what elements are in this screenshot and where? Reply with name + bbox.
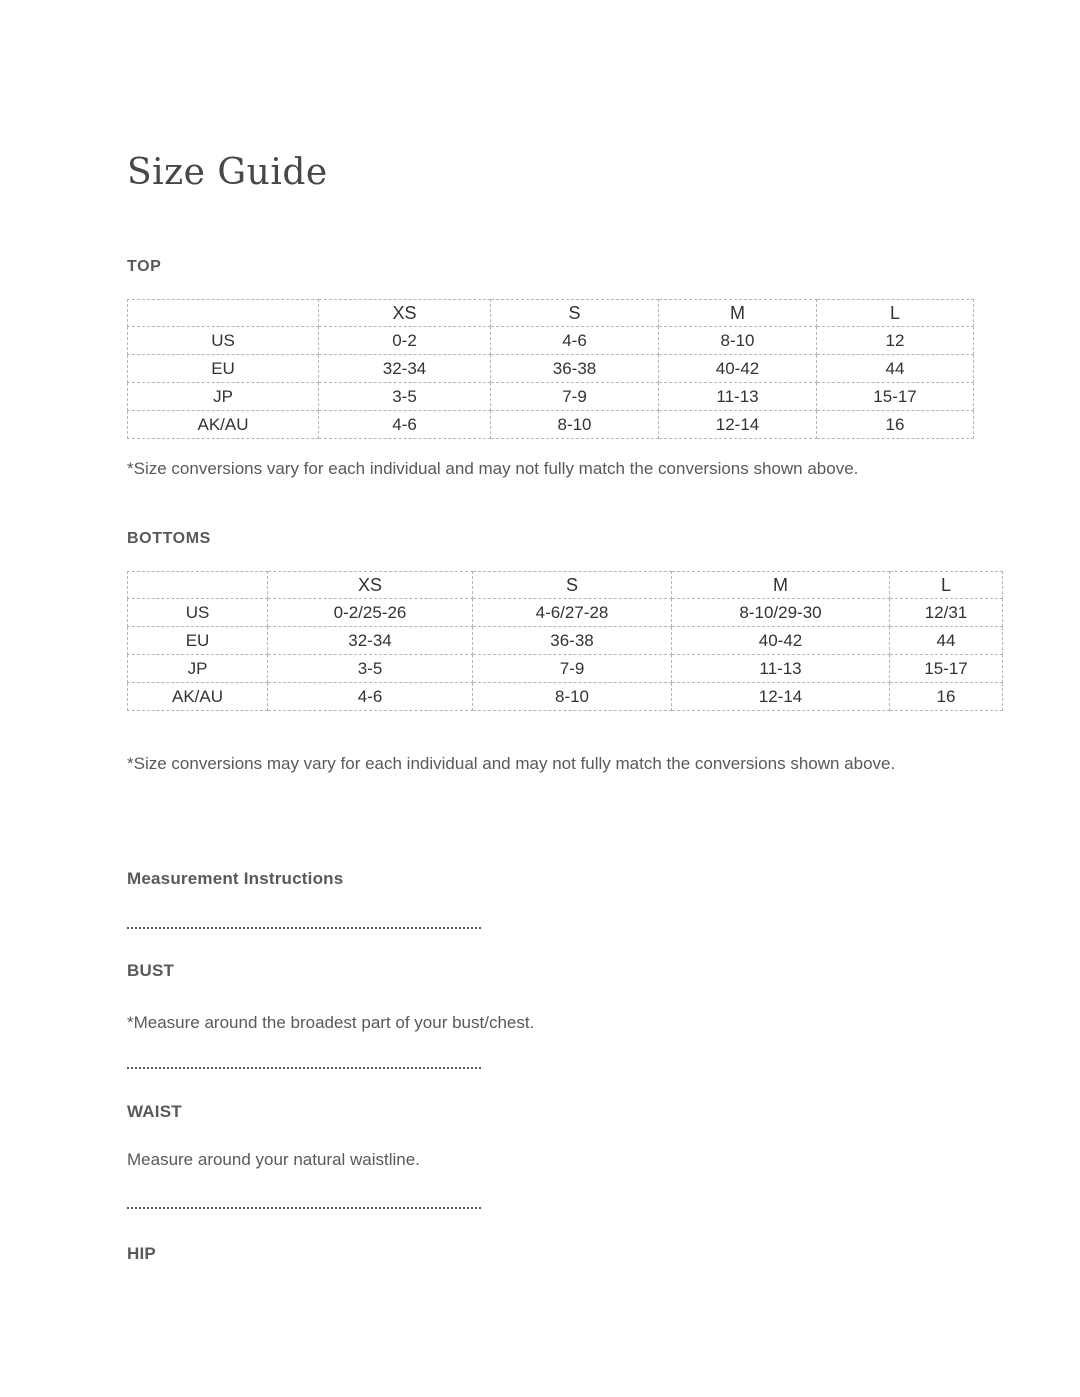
size-table-row	[128, 355, 974, 383]
size-value-cell: 4-6/27-28	[473, 599, 672, 627]
region-row-label: JP	[128, 655, 268, 683]
size-value-cell: 32-34	[268, 627, 473, 655]
size-value-cell: 40-42	[672, 627, 890, 655]
size-value-cell: 44	[817, 355, 974, 383]
bottoms-section-heading: BOTTOMS	[127, 530, 211, 547]
region-row-label: AK/AU	[128, 683, 268, 711]
size-value-cell: 7-9	[491, 383, 659, 411]
size-value-cell: 40-42	[659, 355, 817, 383]
size-table-row	[128, 627, 1003, 655]
size-value-cell: 8-10	[491, 411, 659, 439]
size-table-row	[128, 599, 1003, 627]
size-column-header: S	[473, 572, 672, 599]
size-value-cell: 12	[817, 327, 974, 355]
bust-heading: BUST	[127, 961, 175, 980]
size-value-cell: 44	[890, 627, 1003, 655]
size-value-cell: 0-2/25-26	[268, 599, 473, 627]
region-row-label: AK/AU	[128, 411, 319, 439]
bust-description: *Measure around the broadest part of your bust/chest.	[127, 1013, 535, 1032]
size-value-cell: 12/31	[890, 599, 1003, 627]
size-value-cell: 8-10	[473, 683, 672, 711]
bottoms-size-note: *Size conversions may vary for each individual and may not fully match the conversions shown above.	[127, 754, 896, 773]
size-column-header: XS	[319, 300, 491, 327]
size-table-row	[128, 655, 1003, 683]
region-row-label: EU	[128, 355, 319, 383]
size-value-cell: 3-5	[268, 655, 473, 683]
waist-description: Measure around your natural waistline.	[127, 1150, 420, 1169]
region-row-label: JP	[128, 383, 319, 411]
size-column-header: XS	[268, 572, 473, 599]
size-value-cell: 3-5	[319, 383, 491, 411]
bottoms-size-table	[127, 571, 1003, 711]
size-value-cell: 16	[817, 411, 974, 439]
dotted-separator	[127, 1207, 481, 1209]
size-table-row	[128, 383, 974, 411]
size-column-header	[128, 572, 268, 599]
size-value-cell: 8-10/29-30	[672, 599, 890, 627]
size-value-cell: 15-17	[817, 383, 974, 411]
top-size-note: *Size conversions vary for each individual and may not fully match the conversions shown above.	[127, 459, 859, 478]
region-row-label: US	[128, 599, 268, 627]
size-value-cell: 11-13	[672, 655, 890, 683]
dotted-separator	[127, 927, 481, 929]
size-value-cell: 32-34	[319, 355, 491, 383]
size-value-cell: 4-6	[319, 411, 491, 439]
page-title: Size Guide	[127, 152, 328, 193]
size-table-row	[128, 411, 974, 439]
size-table-row	[128, 683, 1003, 711]
size-column-header: L	[890, 572, 1003, 599]
size-value-cell: 12-14	[672, 683, 890, 711]
size-column-header: L	[817, 300, 974, 327]
size-value-cell: 11-13	[659, 383, 817, 411]
measurement-instructions-heading: Measurement Instructions	[127, 869, 344, 888]
size-value-cell: 7-9	[473, 655, 672, 683]
size-value-cell: 36-38	[491, 355, 659, 383]
size-value-cell: 0-2	[319, 327, 491, 355]
size-value-cell: 16	[890, 683, 1003, 711]
size-column-header: M	[659, 300, 817, 327]
region-row-label: US	[128, 327, 319, 355]
size-column-header: S	[491, 300, 659, 327]
size-value-cell: 36-38	[473, 627, 672, 655]
size-column-header: M	[672, 572, 890, 599]
size-table-header-row	[128, 572, 1003, 599]
top-size-table	[127, 299, 974, 439]
size-value-cell: 4-6	[268, 683, 473, 711]
size-value-cell: 8-10	[659, 327, 817, 355]
top-section-heading: TOP	[127, 258, 162, 275]
size-value-cell: 4-6	[491, 327, 659, 355]
region-row-label: EU	[128, 627, 268, 655]
waist-heading: WAIST	[127, 1102, 182, 1121]
size-table-header-row	[128, 300, 974, 327]
size-column-header	[128, 300, 319, 327]
size-value-cell: 15-17	[890, 655, 1003, 683]
size-table-row	[128, 327, 974, 355]
size-value-cell: 12-14	[659, 411, 817, 439]
hip-heading: HIP	[127, 1244, 156, 1263]
dotted-separator	[127, 1067, 481, 1069]
